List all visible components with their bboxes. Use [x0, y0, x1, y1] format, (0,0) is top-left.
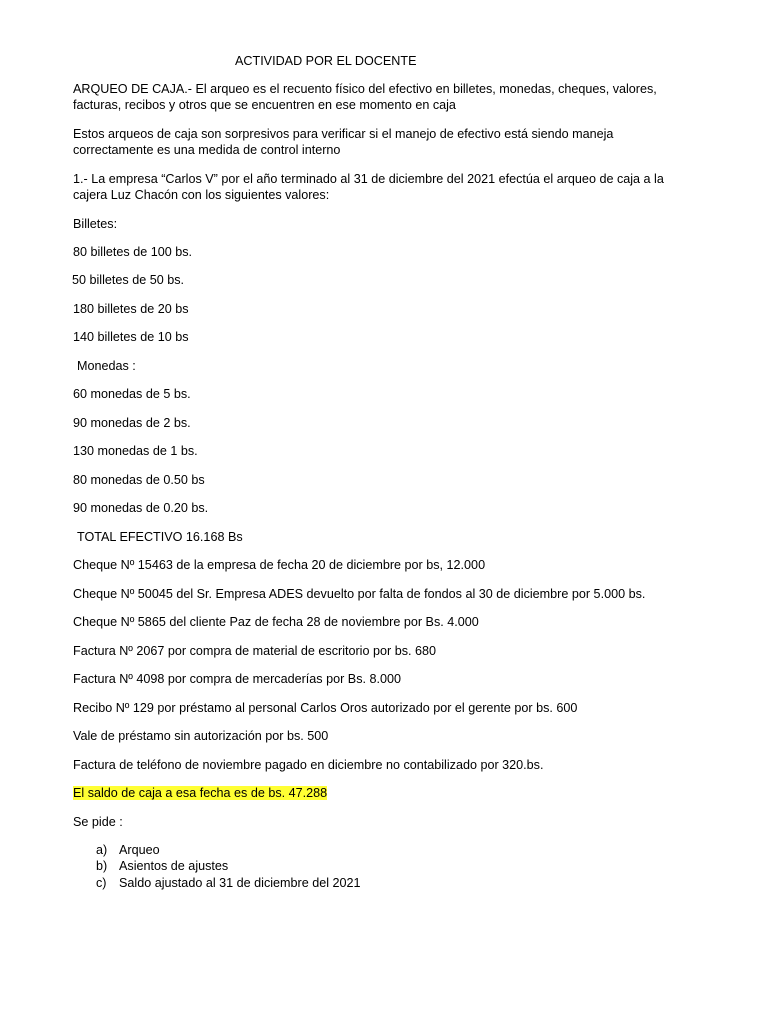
monedas-item: 90 monedas de 2 bs. — [73, 416, 191, 430]
para2-line-2: correctamente es una medida de control interno — [73, 143, 341, 157]
monedas-heading: Monedas : — [77, 359, 136, 373]
documento-item: Factura Nº 4098 por compra de mercaderías por Bs. 8.000 — [73, 672, 402, 686]
documento-item: Factura Nº 2067 por compra de material de escritorio por bs. 680 — [73, 644, 436, 658]
saldo-highlight: El saldo de caja a esa fecha es de bs. 47.288 — [73, 786, 328, 800]
billetes-heading: Billetes: — [73, 217, 118, 231]
intro-line-1: ARQUEO DE CAJA.- El arqueo es el recuento físico del efectivo en billetes, monedas, cheques, valores, — [73, 82, 657, 96]
documento-item: Vale de préstamo sin autorización por bs. 500 — [73, 729, 329, 743]
list-item: Saldo ajustado al 31 de diciembre del 2021 — [119, 876, 361, 890]
list-marker: a) — [96, 843, 108, 857]
documento-item: Factura de teléfono de noviembre pagado en diciembre no contabilizado por 320.bs. — [73, 758, 544, 772]
problem-line-2: cajera Luz Chacón con los siguientes valores: — [73, 188, 330, 202]
list-item: Arqueo — [119, 843, 160, 857]
list-marker: c) — [96, 876, 107, 890]
documento-item: Cheque Nº 15463 de la empresa de fecha 20 de diciembre por bs, 12.000 — [73, 558, 486, 572]
billetes-item: 80 billetes de 100 bs. — [73, 245, 193, 259]
se-pide-heading: Se pide : — [73, 815, 123, 829]
intro-line-2: facturas, recibos y otros que se encuentren en ese momento en caja — [73, 98, 456, 112]
monedas-item: 90 monedas de 0.20 bs. — [73, 501, 209, 515]
total-efectivo: TOTAL EFECTIVO 16.168 Bs — [77, 530, 243, 544]
billetes-item: 50 billetes de 50 bs. — [72, 273, 185, 287]
monedas-item: 60 monedas de 5 bs. — [73, 387, 191, 401]
documento-item: Cheque Nº 50045 del Sr. Empresa ADES devuelto por falta de fondos al 30 de diciembre por 5.000 bs. — [73, 587, 646, 601]
list-marker: b) — [96, 859, 108, 873]
problem-line-1: 1.- La empresa “Carlos V” por el año terminado al 31 de diciembre del 2021 efectúa el arqueo de caja a la — [73, 172, 664, 186]
documento-item: Recibo Nº 129 por préstamo al personal Carlos Oros autorizado por el gerente por bs. 600 — [73, 701, 578, 715]
billetes-item: 180 billetes de 20 bs — [73, 302, 189, 316]
documento-item: Cheque Nº 5865 del cliente Paz de fecha 28 de noviembre por Bs. 4.000 — [73, 615, 479, 629]
list-item: Asientos de ajustes — [119, 859, 229, 873]
document-title: ACTIVIDAD POR EL DOCENTE — [235, 54, 417, 68]
monedas-item: 130 monedas de 1 bs. — [73, 444, 198, 458]
para2-line-1: Estos arqueos de caja son sorpresivos para verificar si el manejo de efectivo está siendo maneja — [73, 127, 614, 141]
monedas-item: 80 monedas de 0.50 bs — [73, 473, 205, 487]
billetes-item: 140 billetes de 10 bs — [73, 330, 189, 344]
